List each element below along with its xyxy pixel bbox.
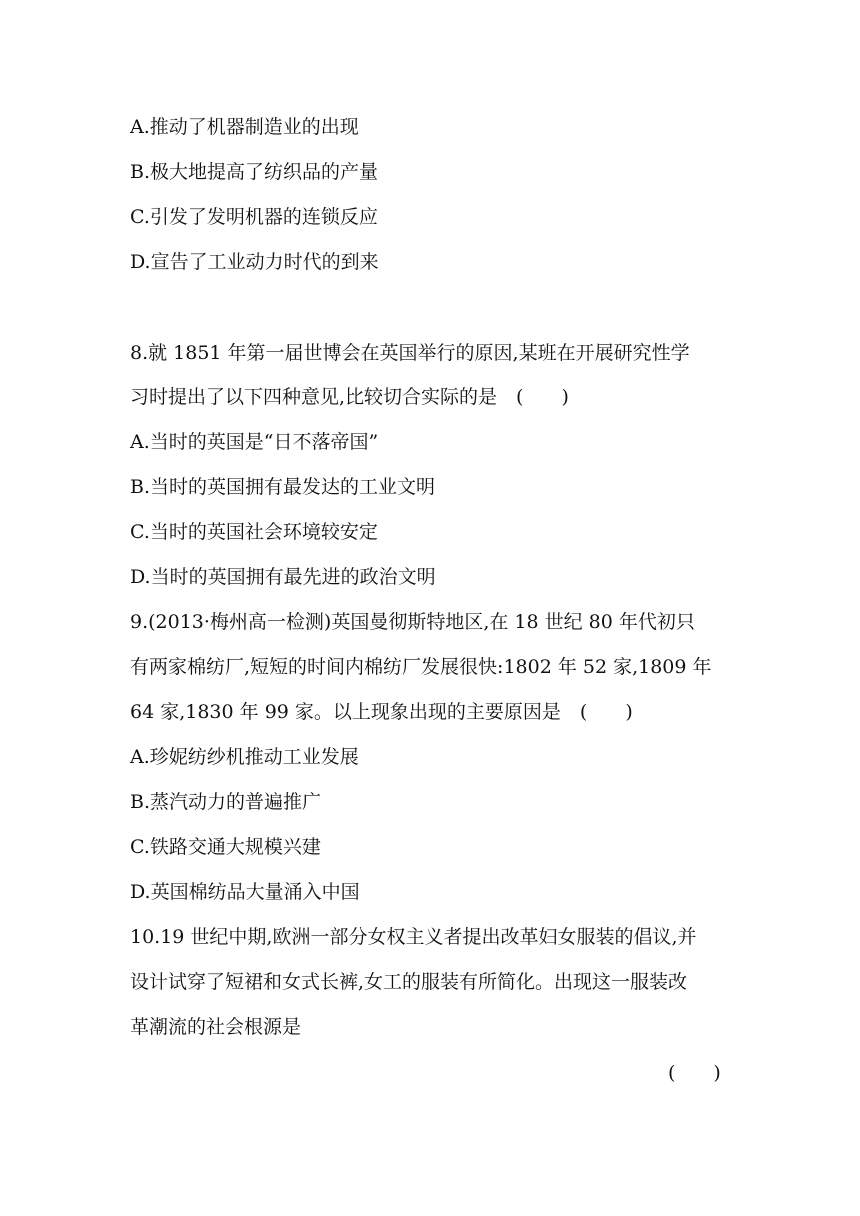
q7-option-d: D.宣告了工业动力时代的到来 <box>130 251 379 273</box>
q8-option-b: B.当时的英国拥有最发达的工业文明 <box>130 476 436 498</box>
q9-option-c: C.铁路交通大规模兴建 <box>130 836 321 858</box>
q8-option-a: A.当时的英国是“日不落帝国” <box>130 431 379 453</box>
q9-option-b: B.蒸汽动力的普遍推广 <box>130 791 322 813</box>
q8-option-c: C.当时的英国社会环境较安定 <box>130 521 378 543</box>
q8-option-d: D.当时的英国拥有最先进的政治文明 <box>130 566 436 588</box>
q10-answer-blank: ( ) <box>668 1062 721 1084</box>
q7-option-c: C.引发了发明机器的连锁反应 <box>130 206 378 228</box>
q8-stem-line-2: 习时提出了以下四种意见,比较切合实际的是 ( ) <box>130 386 569 408</box>
q9-option-d: D.英国棉纺品大量涌入中国 <box>130 881 360 903</box>
q10-stem-line-1: 10.19 世纪中期,欧洲一部分女权主义者提出改革妇女服装的倡议,并 <box>130 926 697 948</box>
q10-stem-line-3: 革潮流的社会根源是 <box>130 1016 302 1038</box>
q9-stem-line-3: 64 家,1830 年 99 家。以上现象出现的主要原因是 ( ) <box>130 701 633 723</box>
q9-stem-line-2: 有两家棉纺厂,短短的时间内棉纺厂发展很快:1802 年 52 家,1809 年 <box>130 656 712 678</box>
q7-option-a: A.推动了机器制造业的出现 <box>130 116 359 138</box>
q9-option-a: A.珍妮纺纱机推动工业发展 <box>130 746 359 768</box>
q9-stem-line-1: 9.(2013·梅州高一检测)英国曼彻斯特地区,在 18 世纪 80 年代初只 <box>130 611 695 633</box>
q8-stem-line-1: 8.就 1851 年第一届世博会在英国举行的原因,某班在开展研究性学 <box>130 342 690 364</box>
q7-option-b: B.极大地提高了纺织品的产量 <box>130 161 379 183</box>
q10-stem-line-2: 设计试穿了短裙和女式长裤,女工的服装有所简化。出现这一服装改 <box>130 971 688 993</box>
